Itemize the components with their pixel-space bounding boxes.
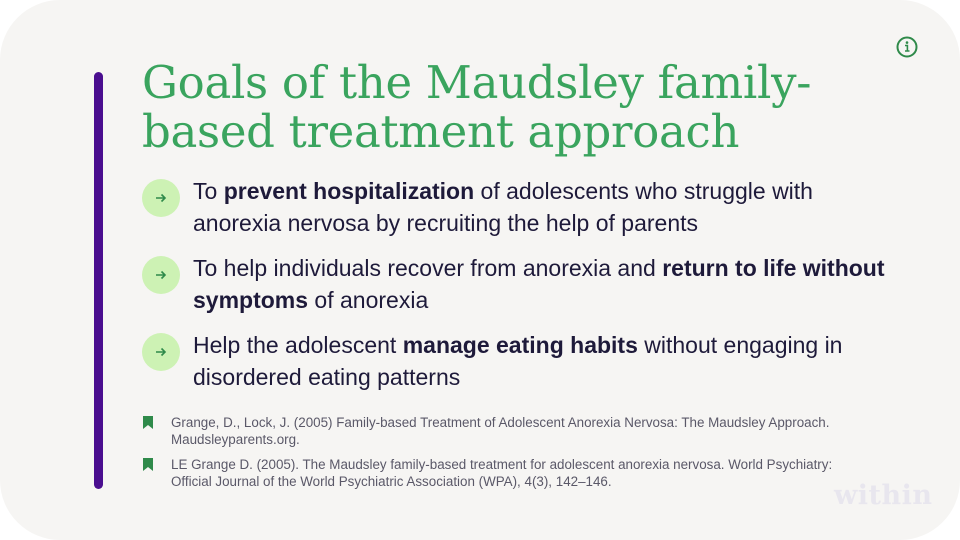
reference-text: LE Grange D. (2005). The Maudsley family-based treatment for adolescent anorexia nervosa. World Psychiatry: Official Journal of the World Psychiatric Association (WPA), 4(3), 142–146.	[171, 457, 833, 489]
goal-text: To help individuals recover from anorexia and return to life without symptoms of anorexia	[193, 255, 885, 313]
goal-text: Help the adolescent manage eating habits without engaging in disordered eating patterns	[193, 332, 843, 390]
goal-item	[142, 252, 902, 316]
goal-item	[142, 175, 902, 239]
reference-item	[142, 414, 862, 448]
reference-text: Grange, D., Lock, J. (2005) Family-based Treatment of Adolescent Anorexia Nervosa: The Maudsley Approach. Maudsleyparents.org.	[171, 415, 830, 447]
slide-title: Goals of the Maudsley family-based treatment approach	[142, 56, 812, 158]
goal-text: To prevent hospitalization of adolescents who struggle with anorexia nervosa by recruiting the help of parents	[193, 178, 813, 236]
bookmark-icon	[142, 415, 156, 431]
arrow-right-icon	[142, 179, 180, 217]
goals-list	[142, 175, 902, 406]
within-logo: within	[834, 480, 933, 511]
goal-item	[142, 329, 902, 393]
bookmark-icon	[142, 457, 156, 473]
arrow-right-icon	[142, 256, 180, 294]
accent-bar	[94, 72, 103, 489]
reference-item	[142, 456, 862, 490]
arrow-right-icon	[142, 333, 180, 371]
info-icon[interactable]	[896, 36, 918, 58]
references	[142, 414, 862, 498]
